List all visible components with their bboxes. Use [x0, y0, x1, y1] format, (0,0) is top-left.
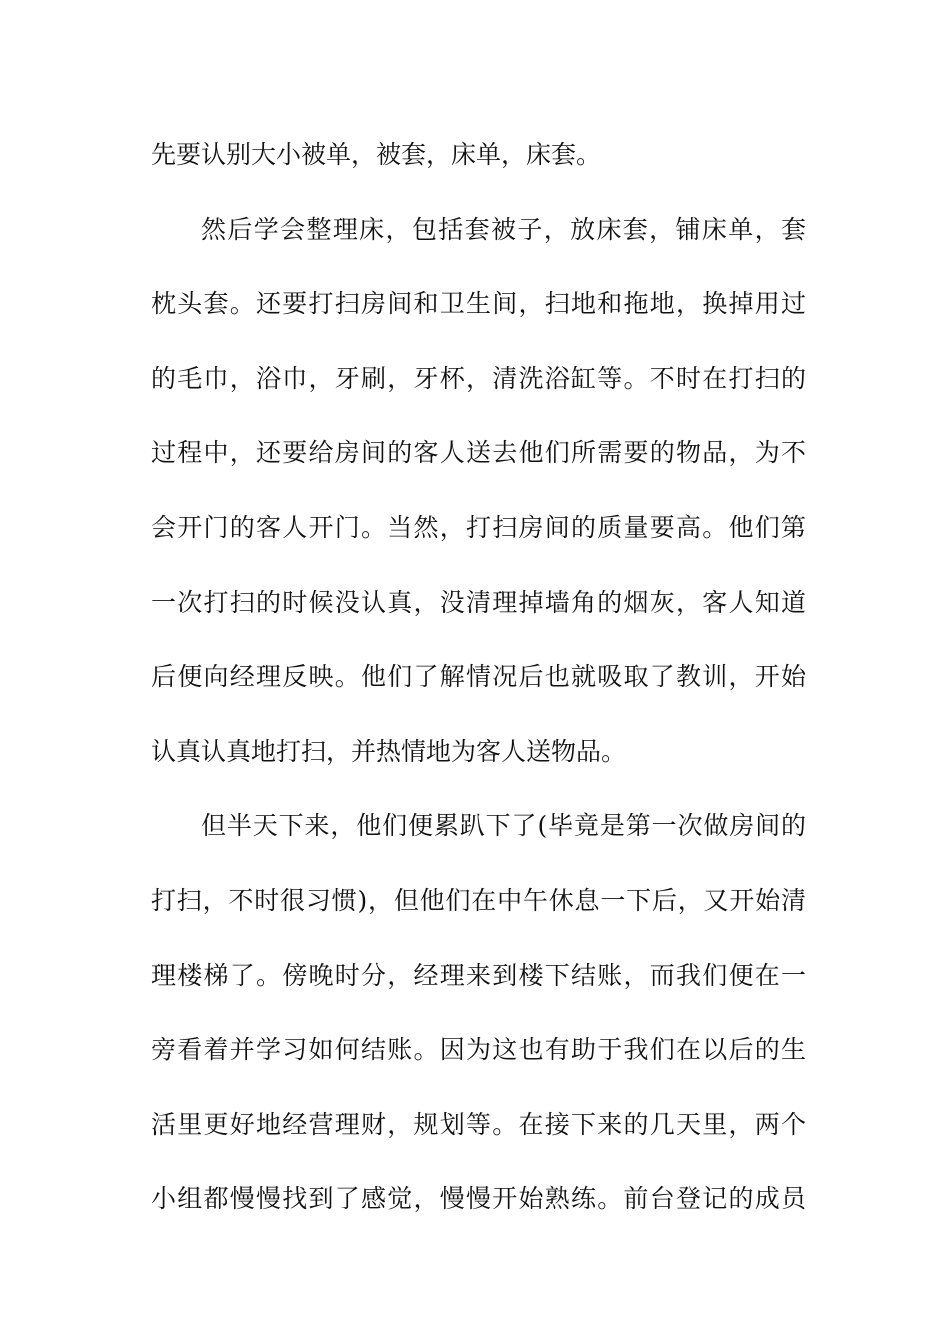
text-line: 过程中，还要给房间的客人送去他们所需要的物品，为不 — [151, 438, 806, 468]
text-line: 枕头套。还要打扫房间和卫生间，扫地和拖地，换掉用过 — [151, 289, 806, 319]
paragraph-first-line: 然后学会整理床，包括套被子，放床套，铺床单，套 — [201, 214, 806, 244]
text-line: 先要认别大小被单，被套，床单，床套。 — [151, 140, 602, 169]
text-line: 打扫，不时很习惯)，但他们在中午休息一下后，又开始清 — [151, 885, 806, 915]
text-line: 一次打扫的时候没认真，没清理掉墙角的烟灰，客人知道 — [151, 587, 806, 617]
text-line: 的毛巾，浴巾，牙刷，牙杯，清洗浴缸等。不时在打扫的 — [151, 363, 806, 393]
text-line: 理楼梯了。傍晚时分，经理来到楼下结账，而我们便在一 — [151, 960, 806, 990]
text-line: 旁看着并学习如何结账。因为这也有助于我们在以后的生 — [151, 1035, 806, 1065]
text-line: 会开门的客人开门。当然，打扫房间的质量要高。他们第 — [151, 512, 806, 542]
text-line: 活里更好地经营理财，规划等。在接下来的几天里，两个 — [151, 1109, 806, 1139]
paragraph-first-line: 但半天下来，他们便累趴下了(毕竟是第一次做房间的 — [201, 811, 806, 841]
text-line: 认真认真地打扫，并热情地为客人送物品。 — [151, 736, 627, 766]
body-text — [151, 126, 806, 1245]
text-line: 后便向经理反映。他们了解情况后也就吸取了教训，开始 — [151, 662, 806, 692]
text-line: 小组都慢慢找到了感觉，慢慢开始熟练。前台登记的成员 — [151, 1184, 806, 1214]
